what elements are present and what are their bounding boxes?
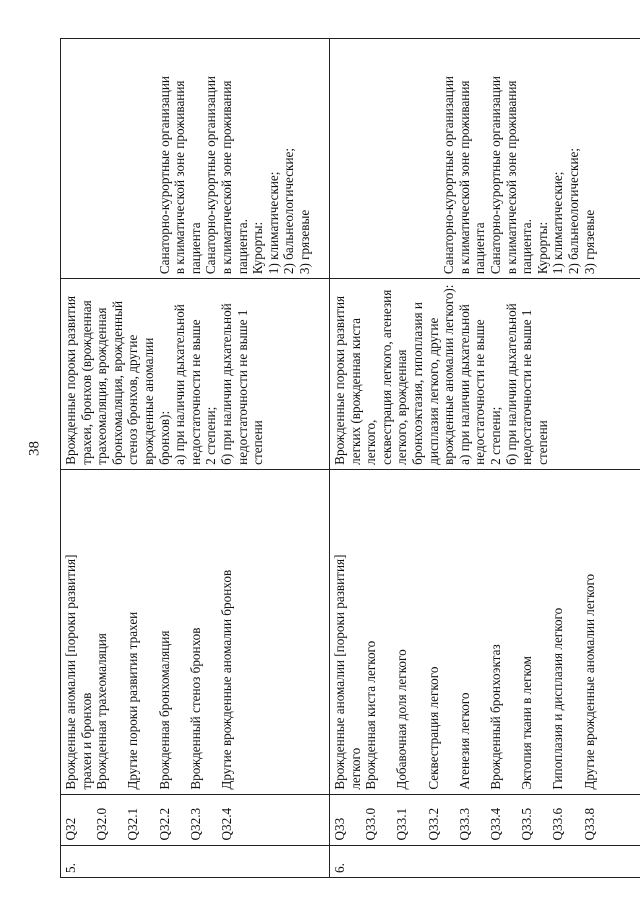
icd-codes-line: Q32.4: [218, 807, 234, 841]
conditions-line: дисплазия легкого, другие: [425, 317, 441, 465]
icd-codes-line: [203, 799, 219, 841]
conditions-line: степени: [250, 420, 266, 465]
icd-codes-line: Q32.3: [187, 807, 203, 841]
icd-codes-line: [348, 799, 364, 841]
diagnoses-line: Врожденный бронхоэктаз: [487, 644, 503, 790]
icd-codes-line: Q33.6: [550, 807, 566, 841]
conditions-line: врожденные аномалии легкого):: [441, 284, 457, 465]
conditions-line: бронхомаляция, врожденный: [109, 300, 125, 465]
resorts-line: [94, 43, 110, 274]
icd-codes-line: [379, 799, 395, 841]
resorts-line: в климатической зоне проживания: [456, 80, 472, 275]
resorts-line: пациента.: [519, 219, 535, 275]
conditions: [330, 279, 640, 470]
icd-codes-line: [504, 799, 520, 841]
icd-codes-line: Q32: [63, 817, 78, 841]
diagnoses: [330, 469, 640, 794]
icd-codes-line: [472, 799, 488, 841]
icd-codes-line: Q33.3: [456, 807, 472, 841]
resorts-line: 1) климатические;: [550, 171, 566, 275]
icd-codes-line: Q32.1: [125, 807, 141, 841]
diagnoses-line: Врожденная киста легкого: [363, 640, 379, 790]
resorts-line: [348, 43, 364, 274]
resorts-line: Курорты:: [250, 221, 266, 275]
conditions-line: недостаточности не выше: [187, 319, 203, 465]
diagnoses-line: [410, 474, 426, 790]
resorts-line: [426, 43, 442, 274]
resorts-line: Санаторно-курортные организации: [441, 76, 457, 275]
icd-codes: [61, 794, 330, 845]
resorts-line: в климатической зоне проживания: [218, 80, 234, 275]
resorts-line: 1) климатические;: [265, 171, 281, 275]
diagnoses-line: Другие врожденные аномалии легкого: [581, 573, 597, 790]
diagnoses-line: [172, 474, 188, 790]
resorts-line: [125, 43, 141, 274]
table-row: [330, 39, 640, 878]
diagnoses-line: Гипоплазия и дисплазия легкого: [550, 607, 566, 790]
page-number: 38: [26, 441, 43, 456]
resorts: [330, 39, 640, 279]
icd-codes: [330, 794, 640, 845]
diagnoses-line: Добавочная доля легкого: [394, 649, 410, 790]
conditions-line: бронхоэктазия, гипоплазия и: [409, 302, 425, 465]
conditions-line: Врожденные пороки развития: [63, 295, 78, 465]
diagnoses-line: [504, 474, 520, 790]
diagnoses-line: [203, 474, 219, 790]
icd-codes-line: [441, 799, 457, 841]
icd-codes-line: Q33.5: [519, 807, 535, 841]
conditions-line: недостаточности не выше 1: [234, 309, 250, 465]
resorts-line: [79, 43, 95, 274]
diagnoses-line: Врожденная бронхомаляция: [156, 630, 172, 790]
diagnoses-line: Другие врожденные аномалии бронхов: [218, 569, 234, 790]
treatment-table: [60, 38, 640, 878]
icd-codes-line: Q33.8: [581, 807, 597, 841]
conditions: [61, 279, 330, 470]
diagnoses-line: [110, 474, 126, 790]
resorts-line: [110, 43, 126, 274]
resorts-line: 3) грязевые: [581, 209, 597, 275]
resorts-line: [379, 43, 395, 274]
diagnoses-line: Врожденная трахеомаляция: [94, 633, 110, 790]
diagnoses-line: Агенезия легкого: [456, 692, 472, 790]
icd-codes-line: [410, 799, 426, 841]
resorts: [61, 39, 330, 279]
conditions-line: врожденные аномалии бронхов):: [140, 337, 172, 465]
resorts-line: [63, 43, 79, 274]
row-number: 6.: [330, 845, 640, 877]
conditions-line: а) при наличии дыхательной: [172, 304, 188, 465]
resorts-line: [141, 43, 157, 274]
conditions-line: б) при наличии дыхательной: [503, 303, 519, 465]
resorts-line: Санаторно-курортные организации: [156, 76, 172, 275]
icd-codes-line: Q32.2: [156, 807, 172, 841]
resorts-line: пациента: [187, 222, 203, 275]
icd-codes-line: Q33.4: [487, 807, 503, 841]
icd-codes-line: Q33.2: [425, 807, 441, 841]
diagnoses-line: [379, 474, 395, 790]
diagnoses-line: [566, 474, 582, 790]
conditions-line: недостаточности не выше 1: [519, 309, 535, 465]
conditions-line: стеноз бронхов, другие: [125, 334, 141, 465]
diagnoses-line: трахеи и бронхов: [78, 692, 94, 790]
resorts-line: в климатической зоне проживания: [503, 80, 519, 275]
icd-codes-line: Q33: [332, 817, 347, 841]
table-row: [61, 39, 330, 878]
resorts-line: [332, 43, 348, 274]
diagnoses-line: [535, 474, 551, 790]
diagnoses-line: [141, 474, 157, 790]
icd-codes-line: Q33.1: [394, 807, 410, 841]
diagnoses-line: [472, 474, 488, 790]
resorts-line: в климатической зоне проживания: [172, 80, 188, 275]
icd-codes-line: [79, 799, 95, 841]
diagnoses-line: Другие пороки развития трахеи: [125, 611, 141, 790]
icd-codes-line: [110, 799, 126, 841]
conditions-line: степени: [534, 420, 550, 465]
conditions-line: Врожденные пороки развития: [332, 295, 347, 465]
conditions-line: трахеомаляция, врожденная: [94, 307, 110, 465]
resorts-line: Санаторно-курортные организации: [487, 76, 503, 275]
resorts-line: Курорты:: [534, 221, 550, 275]
icd-codes-line: [535, 799, 551, 841]
icd-codes-line: [172, 799, 188, 841]
row-number: 5.: [61, 845, 330, 877]
diagnoses-line: Врожденный стеноз бронхов: [187, 627, 203, 790]
resorts-line: Санаторно-курортные организации: [203, 76, 219, 275]
icd-codes-line: [141, 799, 157, 841]
conditions-line: б) при наличии дыхательной: [218, 303, 234, 465]
conditions-line: недостаточности не выше: [472, 319, 488, 465]
diagnoses-line: Секвестрация легкого: [425, 666, 441, 790]
diagnoses-line: [441, 474, 457, 790]
resorts-line: 3) грязевые: [296, 209, 312, 275]
conditions-line: 2 степени;: [487, 406, 503, 465]
resorts-line: [410, 43, 426, 274]
diagnoses-line: Врожденные аномалии [пороки развития]: [63, 554, 78, 790]
icd-codes-line: Q32.0: [94, 807, 110, 841]
diagnoses-line: Эктопия ткани в легком: [519, 656, 535, 790]
diagnoses-line: Врожденные аномалии [пороки развития]: [332, 554, 347, 790]
resorts-line: [394, 43, 410, 274]
resorts-line: пациента.: [234, 219, 250, 275]
diagnoses-line: легкого: [347, 747, 363, 790]
resorts-line: 2) бальнеологические;: [565, 147, 581, 275]
conditions-line: трахеи, бронхов (врожденная: [78, 300, 94, 465]
conditions-line: а) при наличии дыхательной: [456, 304, 472, 465]
conditions-line: легкого, врожденная: [394, 349, 410, 465]
conditions-line: легких (врожденная киста легкого,: [347, 318, 379, 465]
icd-codes-line: Q33.0: [363, 807, 379, 841]
conditions-line: секвестрация легкого, агенезия: [378, 289, 394, 465]
resorts-line: [363, 43, 379, 274]
icd-codes-line: [566, 799, 582, 841]
diagnoses: [61, 469, 330, 794]
conditions-line: 2 степени;: [203, 406, 219, 465]
resorts-line: пациента: [472, 222, 488, 275]
resorts-line: 2) бальнеологические;: [281, 147, 297, 275]
rotated-page-content: [60, 38, 640, 878]
